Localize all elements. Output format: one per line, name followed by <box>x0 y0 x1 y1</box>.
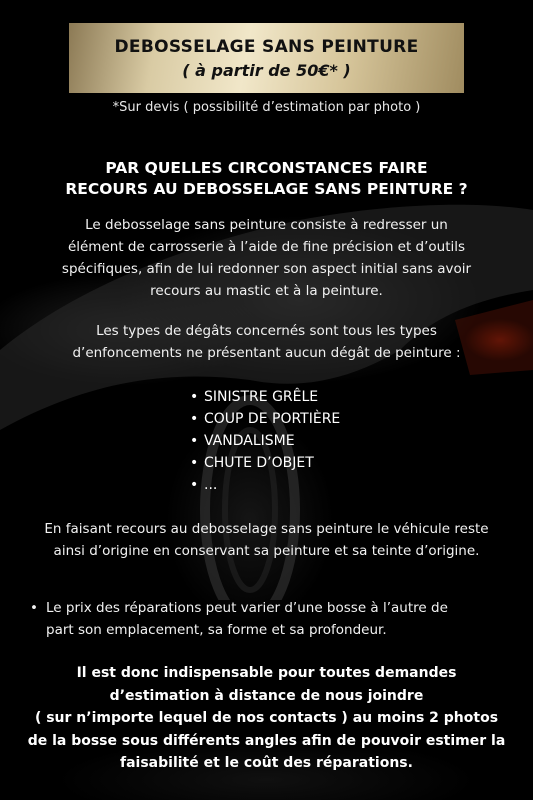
text-line: Il est donc indispensable pour toutes demandes <box>76 665 457 681</box>
title-banner <box>69 23 464 93</box>
text-line: de la bosse sous différents angles afin de pouvoir estimer la <box>27 732 506 749</box>
bullet-icon: • <box>30 600 38 616</box>
title-price: ( à partir de 50€* ) <box>182 61 351 80</box>
origin-paragraph <box>15 518 518 562</box>
text-line: Les types de dégâts concernés sont tous les types <box>96 323 437 339</box>
damage-types-intro <box>30 320 503 364</box>
heading-line: RECOURS AU DEBOSSELAGE SANS PEINTURE ? <box>65 180 468 198</box>
list-item: • CHUTE D’OBJET <box>190 452 340 474</box>
list-item: • VANDALISME <box>190 430 340 452</box>
title-main: DEBOSSELAGE SANS PEINTURE <box>114 37 419 57</box>
text-line: faisabilité et le coût des réparations. <box>120 755 413 771</box>
heading-line: PAR QUELLES CIRCONSTANCES FAIRE <box>105 159 428 177</box>
text-line: ( sur n’importe lequel de nos contacts ) au moins 2 photos <box>34 710 499 726</box>
text-line: part son emplacement, sa forme et sa profondeur. <box>46 622 387 638</box>
text-line: élément de carrosserie à l’aide de fine précision et d’outils <box>67 239 466 255</box>
text-line: recours au mastic et à la peinture. <box>150 283 383 299</box>
final-note <box>20 662 513 775</box>
text-line: ainsi d’origine en conservant sa peinture et sa teinte d’origine. <box>53 543 480 559</box>
devis-note: *Sur devis ( possibilité d’estimation par photo ) <box>112 100 421 115</box>
text-line: En faisant recours au debosselage sans peinture le véhicule reste <box>44 521 489 537</box>
description-paragraph <box>30 214 503 302</box>
list-item: • COUP DE PORTIÈRE <box>190 408 340 430</box>
section-heading <box>20 158 513 200</box>
text-line: spécifiques, afin de lui redonner son aspect initial sans avoir <box>61 261 472 277</box>
text-line: d’estimation à distance de nous joindre <box>109 687 424 704</box>
text-line: d’enfoncements ne présentant aucun dégât de peinture : <box>72 345 461 361</box>
list-item: • ... <box>190 474 340 496</box>
text-line: Le prix des réparations peut varier d’une bosse à l’autre de <box>46 600 448 616</box>
price-note <box>30 597 493 641</box>
damage-types-list <box>190 386 340 496</box>
text-line: Le debosselage sans peinture consiste à redresser un <box>85 217 448 233</box>
list-item: • SINISTRE GRÊLE <box>190 386 340 408</box>
